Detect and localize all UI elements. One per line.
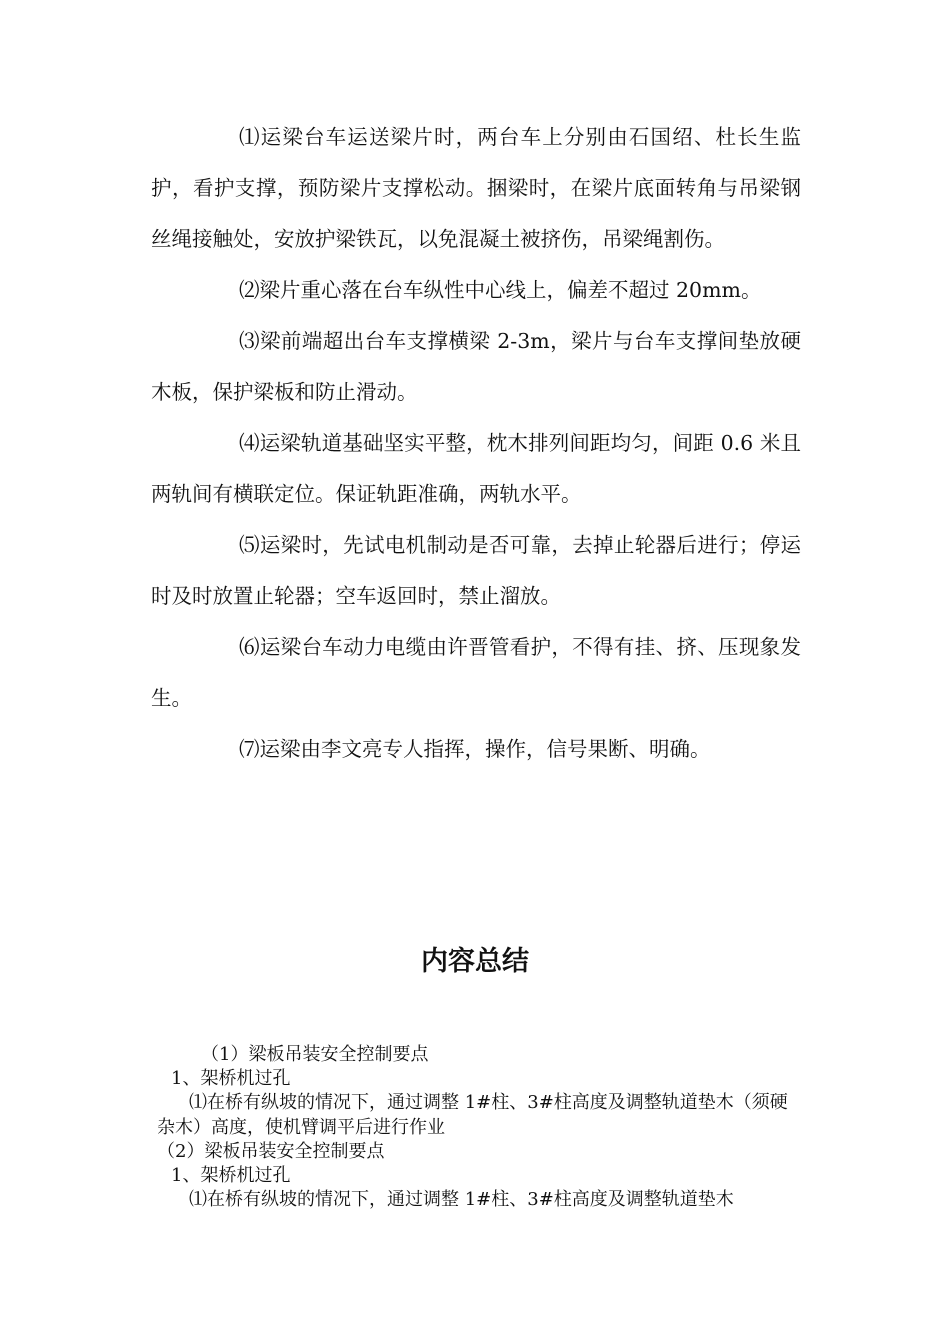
summary-line-3: ⑴在桥有纵坡的情况下，通过调整 1#柱、3#柱高度及调整轨道垫木（须硬杂木）高度，使机臂调平后进行作业 (157, 1092, 788, 1138)
paragraph-4: ⑷运梁轨道基础坚实平整，枕木排列间距均匀，间距 0.6 米且两轨间有横联定位。保证轨距准确，两轨水平。 (151, 431, 801, 506)
summary-line-5: 1、架桥机过孔 (171, 1165, 291, 1187)
paragraph-7: ⑺运梁由李文亮专人指挥，操作，信号果断、明确。 (239, 737, 711, 761)
summary-line-4: （2）梁板吊装安全控制要点 (157, 1140, 385, 1162)
paragraph-3: ⑶梁前端超出台车支撑横梁 2-3m，梁片与台车支撑间垫放硬木板，保护梁板和防止滑动。 (151, 329, 801, 404)
paragraph-1: ⑴运梁台车运送梁片时，两台车上分别由石国绍、杜长生监护，看护支撑，预防梁片支撑松动。捆梁时，在梁片底面转角与吊梁钢丝绳接触处，安放护梁铁瓦，以免混凝土被挤伤，吊梁绳割伤。 (151, 125, 801, 251)
paragraph-5: ⑸运梁时，先试电机制动是否可靠，去掉止轮器后进行；停运时及时放置止轮器；空车返回时，禁止溜放。 (151, 533, 801, 608)
summary-section (157, 1043, 805, 1212)
body-text (151, 112, 801, 775)
summary-title: 内容总结 (421, 946, 529, 977)
paragraph-2: ⑵梁片重心落在台车纵性中心线上，偏差不超过 20mm。 (239, 278, 762, 302)
summary-line-2: 1、架桥机过孔 (171, 1068, 291, 1090)
summary-line-6: ⑴在桥有纵坡的情况下，通过调整 1#柱、3#柱高度及调整轨道垫木 (189, 1189, 734, 1211)
paragraph-6: ⑹运梁台车动力电缆由许晋管看护，不得有挂、挤、压现象发生。 (151, 635, 801, 710)
summary-line-1: （1）梁板吊装安全控制要点 (201, 1044, 429, 1065)
